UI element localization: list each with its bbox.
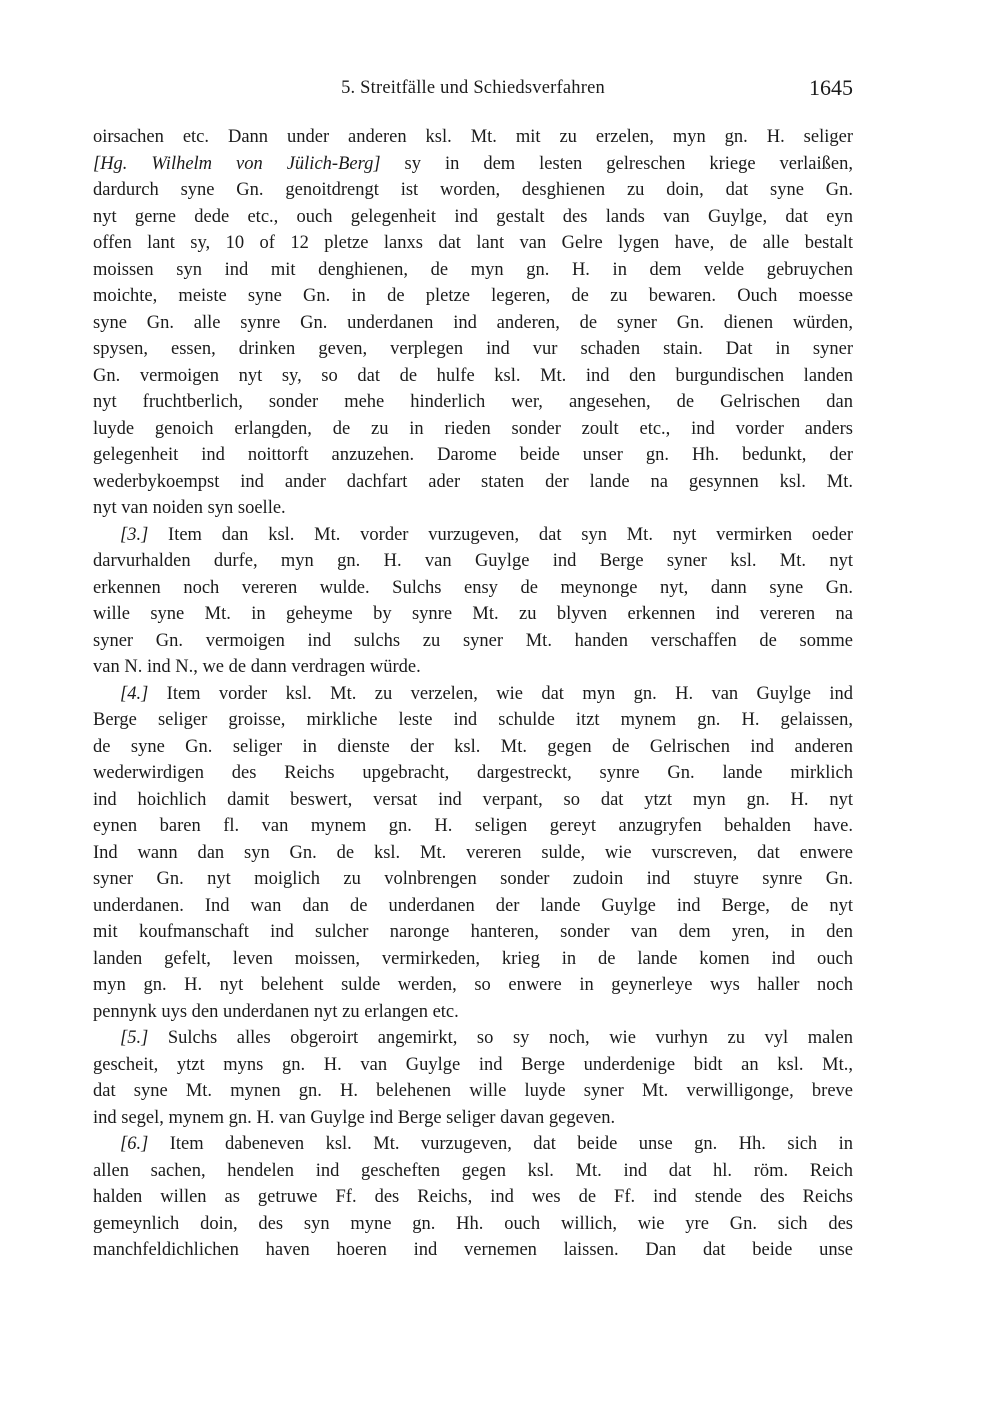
paragraph: [93, 681, 853, 1026]
text-segment: offen lant sy, 10 of 12 pletze lanxs dat lant van Gelre lygen have, de alle bestalt: [93, 233, 853, 253]
paragraph: [93, 124, 853, 522]
text-line: [93, 1158, 853, 1185]
text-line: [93, 416, 853, 443]
text-segment: darvurhalden durfe, myn gn. H. van Guylge ind Berge syner ksl. Mt. nyt: [93, 551, 853, 571]
text-segment: ind segel, mynem gn. H. van Guylge ind Berge seliger davan gegeven.: [93, 1107, 616, 1128]
text-segment: allen sachen, hendelen ind gescheften gegen ksl. Mt. ind dat hl. röm. Reich: [93, 1160, 853, 1181]
text-line: [93, 469, 853, 496]
text-segment: wederwirdigen des Reichs upgebracht, dargestreckt, synre Gn. lande mirklich: [93, 763, 853, 783]
text-segment: manchfeldichlichen haven hoeren ind vernemen laissen. Dan dat beide unse: [93, 1240, 853, 1260]
text-segment: luyde genoich erlangden, de zu in rieden sonder zoult etc., ind vorder anders: [93, 418, 853, 439]
text-segment: Gn. vermoigen nyt sy, so dat de hulfe ksl. Mt. ind den burgundischen landen: [93, 365, 853, 386]
text-line: [93, 628, 853, 655]
text-line: [93, 1184, 853, 1211]
text-line: [93, 1052, 853, 1079]
text-segment: dat syne Mt. mynen gn. H. belehenen wille luyde syner Mt. verwilligonge, breve: [93, 1081, 853, 1101]
text-segment: moichte, meiste syne Gn. in de pletze legeren, de zu bewaren. Ouch moesse: [93, 286, 853, 306]
text-segment: nyt gerne dede etc., ouch gelegenheit ind gestalt des lands van Guylge, dat eyn: [93, 206, 853, 227]
text-line: [93, 1131, 853, 1158]
text-line: [93, 972, 853, 999]
text-segment: pennynk uys den underdanen nyt zu erlangen etc.: [93, 1001, 459, 1022]
text-line: [93, 1078, 853, 1105]
text-segment: spysen, essen, drinken geven, verplegen ind vur schaden stain. Dat in syner: [93, 339, 853, 359]
text-segment: moissen syn ind mit denghienen, de myn gn. H. in dem velde gebruychen: [93, 259, 853, 280]
text-segment: gelegenheit ind noittorft anzuzehen. Darome beide unser gn. Hh. bedunkt, der: [93, 445, 853, 465]
text-segment: landen gefelt, leven moissen, vermirkeden, krieg in de lande komen ind ouch: [93, 948, 853, 969]
text-line: [93, 813, 853, 840]
text-segment: de syne Gn. seliger in dienste der ksl. Mt. gegen de Gelrischen ind anderen: [93, 736, 853, 757]
text-segment: nyt van noiden syn soelle.: [93, 498, 286, 518]
text-segment: Item dan ksl. Mt. vorder vurzugeven, dat syn Mt. nyt vermirken oeder: [148, 524, 853, 545]
text-line: [93, 999, 853, 1026]
text-segment: halden willen as getruwe Ff. des Reichs, ind wes de Ff. ind stende des Reichs: [93, 1187, 853, 1207]
text-segment: underdanen. Ind wan dan de underdanen der lande Guylge ind Berge, de nyt: [93, 895, 853, 916]
text-line: [93, 548, 853, 575]
text-line: [93, 681, 853, 708]
text-segment: dardurch syne Gn. genoitdrengt ist worden, desghienen zu doin, dat syne Gn.: [93, 180, 853, 200]
text-line: [93, 257, 853, 284]
text-segment: oirsachen etc. Dann under anderen ksl. Mt. mit zu erzelen, myn gn. H. seliger: [93, 127, 853, 147]
text-line: [93, 204, 853, 231]
text-segment: Ind wann dan syn Gn. de ksl. Mt. vereren sulde, wie vurscreven, dat enwere: [93, 842, 853, 863]
text-line: [93, 946, 853, 973]
section-heading: 5. Streitfälle und Schiedsverfahren: [341, 78, 605, 98]
text-line: [93, 707, 853, 734]
text-line: [93, 522, 853, 549]
text-segment: sy in dem lesten gelreschen kriege verlaißen,: [380, 153, 853, 174]
running-head: [93, 75, 853, 104]
text-line: [93, 1105, 853, 1132]
paragraph: [93, 1025, 853, 1131]
italic-editorial-text: [3.]: [120, 524, 149, 545]
text-segment: wille syne Mt. in geheyme by synre Mt. zu blyven erkennen ind vereren na: [93, 604, 853, 624]
text-line: [93, 1025, 853, 1052]
text-line: [93, 1211, 853, 1238]
text-segment: nyt fruchtberlich, sonder mehe hinderlich wer, angesehen, de Gelrischen dan: [93, 392, 853, 412]
text-line: [93, 389, 853, 416]
text-line: [93, 442, 853, 469]
paragraph: [93, 1131, 853, 1264]
text-segment: gemeynlich doin, des syn myne gn. Hh. ouch willich, wie yre Gn. sich des: [93, 1213, 853, 1234]
text-line: [93, 734, 853, 761]
text-segment: erkennen noch vereren wulde. Sulchs ensy de meynonge nyt, dann syne Gn.: [93, 577, 853, 598]
italic-editorial-text: [4.]: [120, 683, 149, 704]
text-line: [93, 283, 853, 310]
text-segment: Sulchs alles obgeroirt angemirkt, so sy noch, wie vurhyn zu vyl malen: [148, 1028, 853, 1048]
text-segment: Item vorder ksl. Mt. zu verzelen, wie dat myn gn. H. van Guylge ind: [148, 683, 853, 704]
text-line: [93, 601, 853, 628]
text-line: [93, 919, 853, 946]
page-number: 1645: [809, 75, 853, 100]
text-line: [93, 1237, 853, 1264]
text-line: [93, 177, 853, 204]
text-line: [93, 310, 853, 337]
text-segment: ind hoichlich damit beswert, versat ind verpant, so dat ytzt myn gn. H. nyt: [93, 789, 853, 810]
text-line: [93, 654, 853, 681]
italic-editorial-text: [Hg. Wilhelm von Jülich-Berg]: [93, 153, 381, 174]
italic-editorial-text: [6.]: [120, 1134, 149, 1154]
text-segment: syne Gn. alle synre Gn. underdanen ind anderen, de syner Gn. dienen würden,: [93, 312, 853, 333]
text-line: [93, 893, 853, 920]
text-line: [93, 840, 853, 867]
text-line: [93, 230, 853, 257]
italic-editorial-text: [5.]: [120, 1028, 149, 1048]
text-line: [93, 866, 853, 893]
text-segment: Berge seliger groisse, mirkliche leste ind schulde itzt mynem gn. H. gelaissen,: [93, 710, 853, 730]
text-line: [93, 336, 853, 363]
text-line: [93, 151, 853, 178]
text-segment: myn gn. H. nyt belehent sulde werden, so enwere in geynerleye wys haller noch: [93, 975, 853, 995]
text-segment: gescheit, ytzt myns gn. H. van Guylge ind Berge underdenige bidt an ksl. Mt.,: [93, 1054, 853, 1075]
text-line: [93, 124, 853, 151]
page-body: [93, 124, 853, 1264]
text-segment: syner Gn. vermoigen ind sulchs zu syner Mt. handen verschaffen de somme: [93, 630, 853, 651]
text-segment: eynen baren fl. van mynem gn. H. seligen gereyt anzugryfen behalden have.: [93, 816, 853, 836]
text-line: [93, 363, 853, 390]
text-segment: van N. ind N., we de dann verdragen würde.: [93, 657, 421, 677]
text-line: [93, 575, 853, 602]
text-line: [93, 787, 853, 814]
text-segment: Item dabeneven ksl. Mt. vurzugeven, dat beide unse gn. Hh. sich in: [148, 1134, 853, 1154]
text-line: [93, 495, 853, 522]
text-line: [93, 760, 853, 787]
paragraph: [93, 522, 853, 681]
text-segment: syner Gn. nyt moiglich zu volnbrengen sonder zudoin ind stuyre synre Gn.: [93, 869, 853, 889]
text-segment: mit koufmanschaft ind sulcher naronge hanteren, sonder van dem yren, in den: [93, 922, 853, 942]
text-segment: wederbykoempst ind ander dachfart ader staten der lande na gesynnen ksl. Mt.: [93, 471, 853, 492]
